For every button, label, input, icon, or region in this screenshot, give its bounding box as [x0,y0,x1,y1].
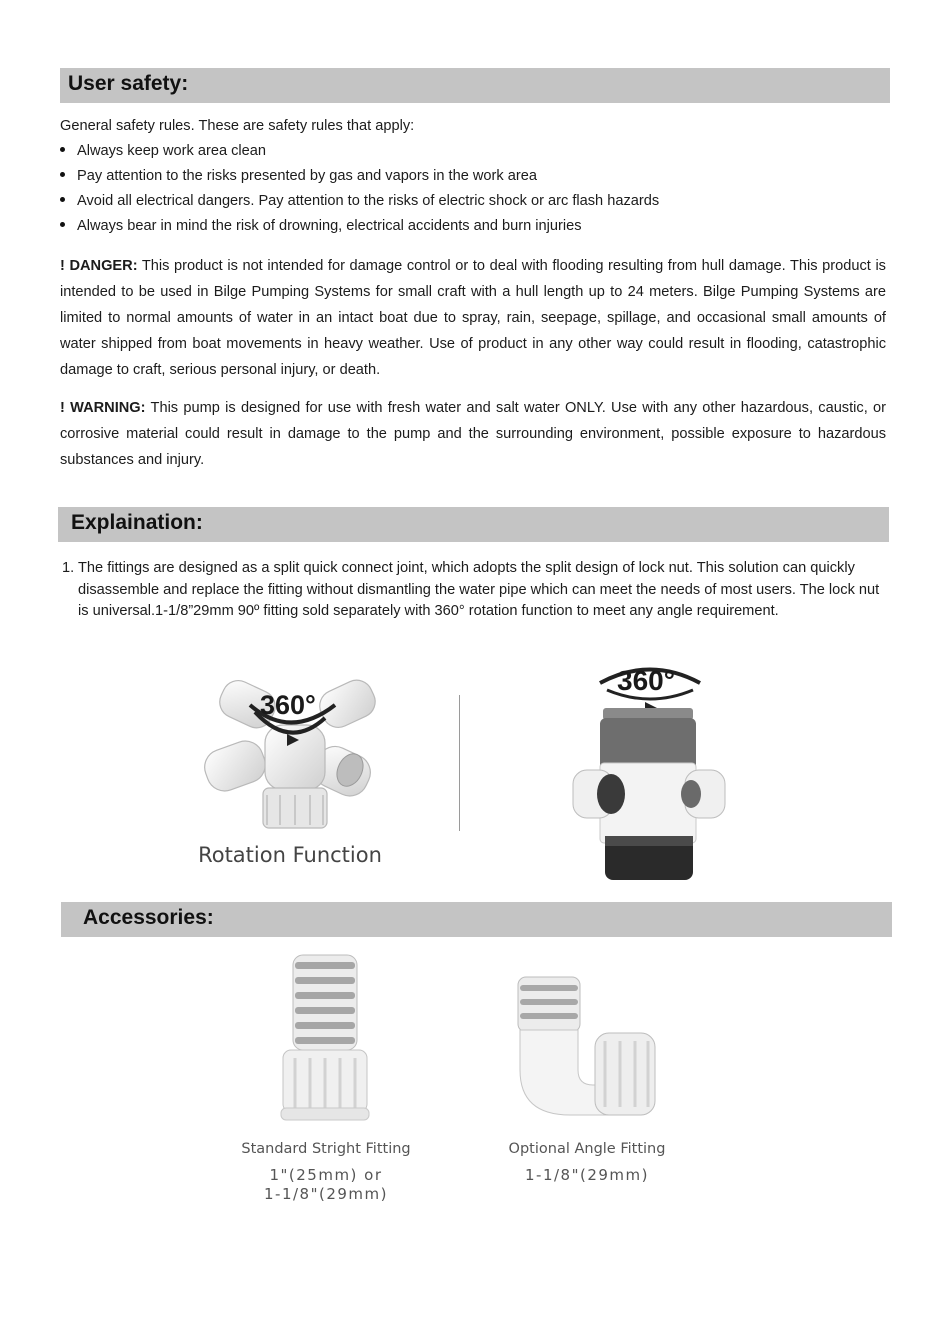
bullet-dot-icon [60,197,65,202]
pump-illustration [565,658,735,886]
rotation-label-right: 360° [617,665,675,696]
bullet-dot-icon [60,172,65,177]
angle-fitting-illustration [510,975,660,1120]
safety-bullet: Always keep work area clean [60,143,266,159]
angle-fitting-name: Optional Angle Fitting [508,1141,666,1157]
safety-intro: General safety rules. These are safety rules that apply: [60,118,415,134]
safety-bullet: Avoid all electrical dangers. Pay attention to the risks of electric shock or arc flash hazards [60,193,659,209]
explanation-heading: Explaination: [71,511,203,534]
danger-paragraph [60,253,886,383]
rotation-label-left: 360° [260,690,316,720]
safety-bullet: Always bear in mind the risk of drowning, electrical accidents and burn injuries [60,218,582,234]
warning-label: ! WARNING: [60,400,146,416]
standard-fitting-name: Standard Stright Fitting [241,1141,411,1157]
explanation-paragraph [62,558,882,623]
straight-fitting-illustration [275,950,375,1125]
accessories-header-bar [61,902,892,937]
warning-paragraph [60,395,886,473]
safety-bullet: Pay attention to the risks presented by gas and vapors in the work area [60,168,537,184]
angle-fitting-size: 1-1/8"(29mm) [524,1166,649,1184]
explanation-number: 1. [62,560,75,576]
explanation-text: The fittings are designed as a split quick connect joint, which adopts the split design of lock nut. This solution can quickly disassemble and replace the fitting without dismantling the water pipe which can meet the needs of most users. The lock nut is universal.1-1/8”29mm 90º fitting sold separately with 360° rotation function to meet any angle requirement. [78,560,880,619]
rotating-fitting-illustration [195,670,395,840]
explanation-header-bar [58,507,889,542]
bullet-dot-icon [60,147,65,152]
accessories-heading: Accessories: [83,906,214,929]
danger-text: This product is not intended for damage control or to deal with flooding resulting from hull damage. This product is intended to be used in Bilge Pumping Systems for small craft with a hull length up to 24 meters. Bilge Pumping Systems are limited to normal amounts of water in an intact boat due to spray, rain, seepage, spillage, and occasional small amounts of water shipped from boat movements in heavy weather. Use of product in any other way could result in flooding, catastrophic damage to craft, serious personal injury, or death. [60,258,886,378]
danger-label: ! DANGER: [60,258,138,274]
warning-text: This pump is designed for use with fresh water and salt water ONLY. Use with any other hazardous, caustic, or corrosive material could result in damage to the pump and the surrounding environment, possible exposure to hazardous substances and injury. [60,400,886,468]
user-safety-header-bar [60,68,890,103]
illustration-divider [459,695,460,831]
user-safety-heading: User safety: [68,72,189,95]
bullet-dot-icon [60,222,65,227]
standard-fitting-size-line1: 1"(25mm) or [269,1166,383,1184]
standard-fitting-size-line2: 1-1/8"(29mm) [263,1185,388,1203]
rotation-function-caption: Rotation Function [198,843,382,867]
